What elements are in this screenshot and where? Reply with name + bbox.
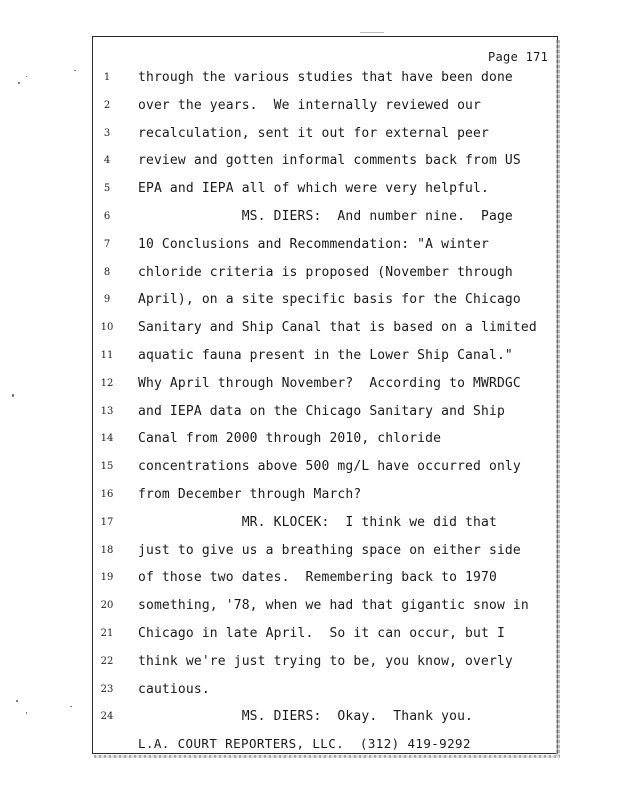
scan-speck	[16, 700, 18, 702]
transcript-line: think we're just trying to be, you know, overly	[138, 653, 513, 669]
transcript-line: and IEPA data on the Chicago Sanitary and Ship	[138, 403, 505, 419]
transcript-line: Why April through November? According to MWRDGC	[138, 375, 521, 391]
transcript-line: review and gotten informal comments back from US	[138, 153, 521, 169]
transcript-line: Sanitary and Ship Canal that is based on a limited	[138, 320, 537, 336]
line-number: 18	[100, 544, 114, 556]
transcript-line: aquatic fauna present in the Lower Ship Canal."	[138, 348, 513, 363]
transcript-line: from December through March?	[138, 487, 362, 502]
scan-edge-bottom	[94, 755, 560, 758]
line-number: 23	[100, 683, 114, 695]
line-number: 21	[100, 628, 114, 639]
line-number: 24	[100, 711, 114, 723]
transcript-line: chloride criteria is proposed (November through	[138, 264, 513, 280]
scan-speck	[360, 32, 384, 33]
scan-speck	[12, 394, 14, 397]
transcript-line: cautious.	[138, 681, 210, 697]
line-number: 2	[103, 99, 111, 111]
line-number: 10	[100, 322, 114, 334]
line-number: 8	[103, 266, 111, 278]
line-number: 3	[103, 127, 111, 139]
line-number: 16	[100, 489, 114, 500]
transcript-line: 10 Conclusions and Recommendation: "A winter	[138, 236, 489, 252]
line-number: 12	[100, 377, 114, 389]
scan-speck	[26, 76, 27, 77]
scan-speck	[70, 706, 72, 707]
transcript-line: EPA and IEPA all of which were very helpful.	[138, 181, 489, 197]
transcript-line: MS. DIERS: Okay. Thank you.	[138, 709, 474, 725]
page-number: Page 171	[488, 50, 549, 64]
transcript-line: just to give us a breathing space on either side	[138, 542, 521, 558]
transcript-line: through the various studies that have been done	[138, 70, 513, 85]
transcript-line: concentrations above 500 mg/L have occurred only	[138, 459, 521, 475]
transcript-line: MS. DIERS: And number nine. Page	[138, 209, 513, 224]
line-number: 11	[100, 350, 114, 361]
line-number: 20	[100, 600, 114, 612]
line-number: 14	[100, 433, 114, 445]
line-number: 17	[100, 516, 114, 528]
line-number: 4	[103, 155, 111, 167]
line-number: 6	[103, 211, 111, 222]
transcript-line: MR. KLOCEK: I think we did that	[138, 514, 497, 530]
transcript-line: Canal from 2000 through 2010, chloride	[138, 431, 442, 447]
line-number: 7	[103, 238, 111, 250]
line-number: 1	[103, 72, 111, 83]
transcript-line: of those two dates. Remembering back to 1970	[138, 570, 497, 586]
line-number: 15	[100, 461, 114, 473]
scan-speck	[74, 70, 76, 71]
line-number: 5	[103, 183, 111, 195]
transcript-line: over the years. We internally reviewed our	[138, 97, 481, 113]
transcript-line: something, '78, when we had that gigantic snow in	[138, 598, 529, 614]
line-number: 22	[100, 655, 114, 667]
scan-edge-right	[556, 40, 560, 756]
line-number: 19	[100, 572, 114, 584]
transcript-line: April), on a site specific basis for the Chicago	[138, 292, 521, 308]
line-number: 9	[103, 294, 111, 306]
line-number: 13	[100, 405, 114, 417]
transcript-page-border	[92, 36, 558, 754]
court-reporter-footer: L.A. COURT REPORTERS, LLC. (312) 419-9292	[138, 736, 471, 751]
scan-speck	[26, 712, 27, 714]
transcript-line: recalculation, sent it out for external peer	[138, 125, 489, 141]
scan-speck	[18, 82, 20, 84]
transcript-line: Chicago in late April. So it can occur, but I	[138, 626, 505, 641]
